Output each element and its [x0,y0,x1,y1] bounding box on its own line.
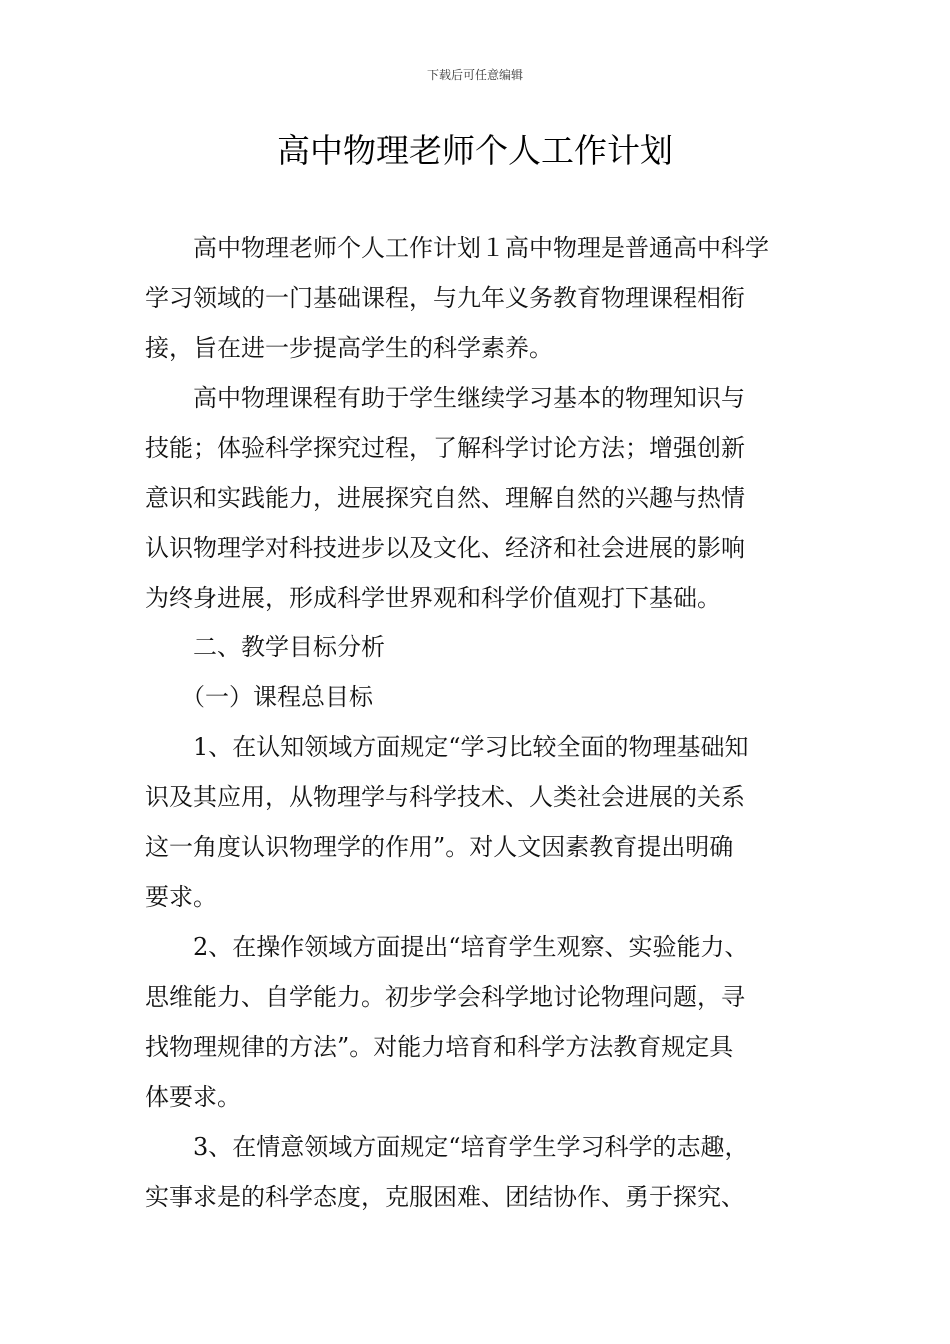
text-line: 1、在认知领域方面规定“学习比较全面的物理基础知 [145,733,749,761]
header-note: 下载后可任意编辑 [426,68,523,82]
text-line: 学习领域的一门基础课程，与九年义务教育物理课程相衔 [145,284,745,312]
text-line: 认识物理学对科技进步以及文化、经济和社会进展的影响 [145,534,745,562]
text-line: 思维能力、自学能力。初步学会科学地讨论物理问题，寻 [145,983,745,1011]
text-line: 为终身进展，形成科学世界观和科学价值观打下基础。 [145,584,721,612]
text-line: 高中物理老师个人工作计划１高中物理是普通高中科学 [145,234,769,262]
subsection-heading: （一）课程总目标 [145,683,373,711]
document-title: 高中物理老师个人工作计划 [277,131,673,170]
text-line: 实事求是的科学态度，克服困难、团结协作、勇于探究、 [145,1183,745,1211]
text-line: 意识和实践能力，进展探究自然、理解自然的兴趣与热情 [145,484,745,512]
text-line: 接，旨在进一步提高学生的科学素养。 [145,334,553,362]
text-line: 找物理规律的方法”。对能力培育和科学方法教育规定具 [145,1033,734,1061]
text-line: 2、在操作领域方面提出“培育学生观察、实验能力、 [145,933,749,961]
text-line: 体要求。 [145,1083,241,1111]
text-line: 这一角度认识物理学的作用”。对人文因素教育提出明确 [145,833,734,861]
text-line: 技能；体验科学探究过程，了解科学讨论方法；增强创新 [145,434,745,462]
text-line: 识及其应用，从物理学与科学技术、人类社会进展的关系 [145,783,745,811]
text-line: 3、在情意领域方面规定“培育学生学习科学的志趣， [145,1133,749,1161]
section-heading: 二、教学目标分析 [145,633,385,661]
text-line: 高中物理课程有助于学生继续学习基本的物理知识与 [145,384,745,412]
text-line: 要求。 [145,883,217,911]
